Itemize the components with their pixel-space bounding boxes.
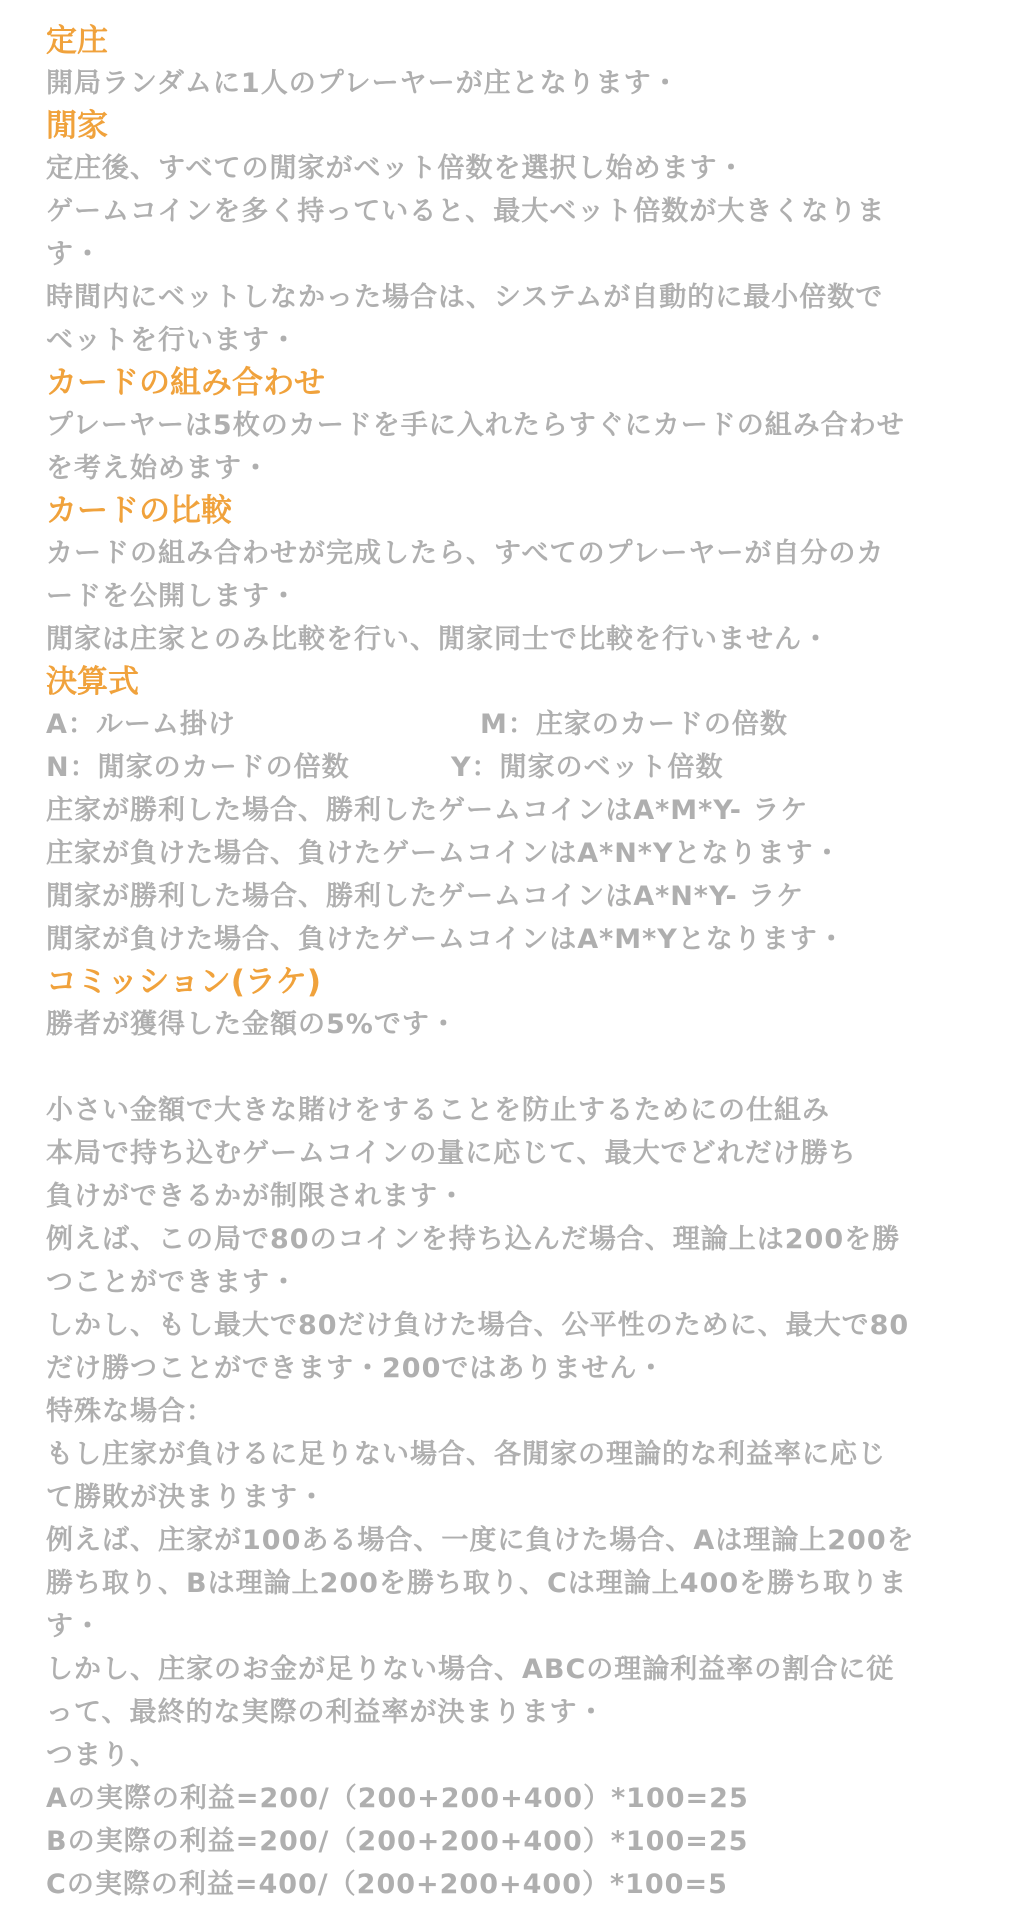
rule-line: て勝敗が決まります・ (46, 1482, 326, 1513)
section-combo (46, 362, 1006, 490)
rule-line: Aの実際の利益=200/（200+200+400）*100=25 (46, 1783, 749, 1814)
player-line: す・ (46, 239, 102, 270)
dealer-line: 開局ランダムに1人のプレーヤーが庄となります・ (46, 68, 680, 99)
rule-line: つまり、 (46, 1740, 158, 1771)
rule-line: Bの実際の利益=200/（200+200+400）*100=25 (46, 1826, 749, 1857)
section-settlement (46, 661, 1006, 961)
player-line: ゲームコインを多く持っていると、最大ベット倍数が大きくなりま (46, 196, 886, 227)
settlement-line: 庄家が勝利した場合、勝利したゲームコインはA*M*Y- ラケ (46, 795, 809, 826)
compare-line: ードを公開します・ (46, 581, 298, 612)
section-dealer (46, 20, 1006, 105)
rule-line: 例えば、庄家が100ある場合、一度に負けた場合、Aは理論上200を (46, 1525, 915, 1556)
section-title-player: 閒家 (46, 108, 108, 144)
settlement-line: 閒家が勝利した場合、勝利したゲームコインはA*N*Y- ラケ (46, 881, 805, 912)
rules-document (46, 20, 1006, 1906)
player-line: 定庄後、すべての閒家がベット倍数を選択し始めます・ (46, 153, 746, 184)
player-line: 時間内にベットしなかった場合は、システムが自動的に最小倍数で (46, 282, 884, 313)
section-title-combo: カードの組み合わせ (46, 365, 325, 401)
combo-line: プレーヤーは5枚のカードを手に入れたらすぐにカードの組み合わせ (46, 410, 905, 441)
definition-a: A：ルーム掛け (46, 709, 236, 740)
rule-line: しかし、もし最大で80だけ負けた場合、公平性のために、最大で80 (46, 1310, 910, 1341)
section-player (46, 105, 1006, 362)
rule-line: 例えば、この局で80のコインを持ち込んだ場合、理論上は200を勝 (46, 1224, 901, 1255)
definition-n: N：閒家のカードの倍数 (46, 752, 350, 783)
section-compare (46, 490, 1006, 661)
rule-line: す・ (46, 1611, 102, 1642)
compare-line: カードの組み合わせが完成したら、すべてのプレーヤーが自分のカ (46, 538, 885, 569)
rule-line: って、最終的な実際の利益率が決まります・ (46, 1697, 606, 1728)
combo-line: を考え始めます・ (46, 453, 270, 484)
rule-line: 特殊な場合： (46, 1396, 214, 1427)
definition-m: M：庄家のカードの倍数 (480, 709, 788, 740)
spacer (46, 1046, 1006, 1089)
rule-line: Cの実際の利益=400/（200+200+400）*100=5 (46, 1869, 728, 1900)
rule-line: しかし、庄家のお金が足りない場合、ABCの理論利益率の割合に従 (46, 1654, 895, 1685)
rule-line: だけ勝つことができます・200ではありません・ (46, 1353, 666, 1384)
settlement-line: 閒家が負けた場合、負けたゲームコインはA*M*Yとなります・ (46, 924, 846, 955)
section-title-dealer: 定庄 (46, 23, 108, 59)
formula-definitions-row (46, 746, 1006, 789)
rule-line: もし庄家が負けるに足りない場合、各閒家の理論的な利益率に応じ (46, 1439, 886, 1470)
definition-y: Y：閒家のベット倍数 (451, 752, 724, 783)
section-title-commission: コミッション(ラケ) (46, 964, 322, 1000)
section-commission (46, 961, 1006, 1906)
settlement-line: 庄家が負けた場合、負けたゲームコインはA*N*Yとなります・ (46, 838, 842, 869)
player-line: ベットを行います・ (46, 325, 298, 356)
section-title-settlement: 決算式 (46, 664, 139, 700)
rule-line: 本局で持ち込むゲームコインの量に応じて、最大でどれだけ勝ち (46, 1138, 857, 1169)
compare-line: 閒家は庄家とのみ比較を行い、閒家同士で比較を行いません・ (46, 624, 830, 655)
rule-line: 勝ち取り、Bは理論上200を勝ち取り、Cは理論上400を勝ち取りま (46, 1568, 908, 1599)
formula-definitions-row (46, 703, 1006, 746)
commission-line: 勝者が獲得した金額の5%です・ (46, 1009, 458, 1040)
rule-line: 小さい金額で大きな賭けをすることを防止するためにの仕組み (46, 1095, 830, 1126)
rule-line: つことができます・ (46, 1267, 298, 1298)
rule-line: 負けができるかが制限されます・ (46, 1181, 466, 1212)
section-title-compare: カードの比較 (46, 493, 232, 529)
